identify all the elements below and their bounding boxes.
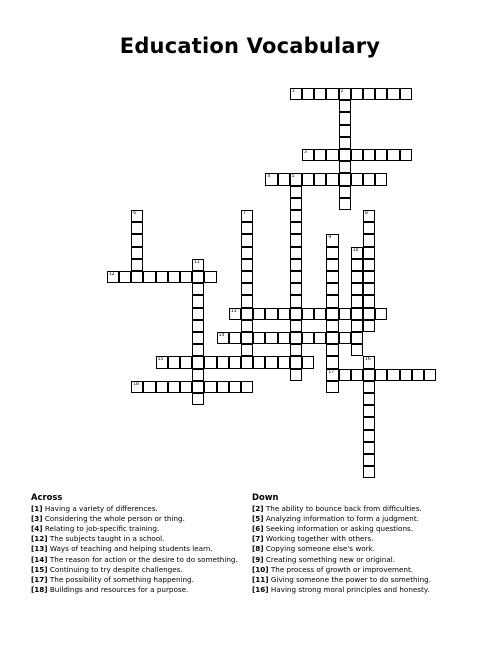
down-clues — [252, 492, 431, 595]
crossword-cell[interactable] — [339, 149, 351, 161]
crossword-cell[interactable] — [156, 381, 168, 393]
clue-number: [15] — [31, 564, 48, 574]
crossword-cell[interactable] — [107, 271, 119, 283]
crossword-cell[interactable] — [192, 271, 204, 283]
crossword-cell[interactable] — [326, 271, 338, 283]
crossword-cell[interactable] — [265, 332, 277, 344]
crossword-cell[interactable] — [290, 356, 302, 368]
crossword-cell[interactable] — [339, 137, 351, 149]
crossword-cell[interactable] — [168, 381, 180, 393]
crossword-cell[interactable] — [375, 369, 387, 381]
clue-number: [18] — [31, 584, 48, 594]
clue-number: [2] — [252, 504, 264, 514]
crossword-cell[interactable] — [375, 149, 387, 161]
clue-number: [3] — [31, 514, 43, 524]
crossword-cell[interactable] — [375, 173, 387, 185]
crossword-cell[interactable] — [363, 430, 375, 442]
crossword-cell[interactable] — [302, 149, 314, 161]
crossword-cell[interactable] — [363, 149, 375, 161]
across-clue-list — [31, 504, 238, 595]
crossword-cell[interactable] — [363, 308, 375, 320]
clue-number: [9] — [252, 554, 264, 564]
crossword-cell[interactable] — [204, 356, 216, 368]
clue-row — [31, 585, 238, 595]
clue-row — [252, 575, 431, 585]
crossword-cell[interactable] — [290, 247, 302, 259]
crossword-cell[interactable] — [326, 381, 338, 393]
crossword-cell[interactable] — [351, 295, 363, 307]
clue-text: Relating to job-specific training. — [44, 524, 160, 534]
crossword-cell[interactable] — [241, 381, 253, 393]
page-title: Education Vocabulary — [119, 34, 381, 58]
crossword-cell[interactable] — [131, 210, 143, 222]
crossword-cell[interactable] — [192, 344, 204, 356]
crossword-cell[interactable] — [180, 381, 192, 393]
crossword-cell[interactable] — [131, 271, 143, 283]
crossword-cell[interactable] — [290, 369, 302, 381]
crossword-cell[interactable] — [363, 210, 375, 222]
crossword-cell[interactable] — [229, 332, 241, 344]
crossword-cell[interactable] — [302, 173, 314, 185]
crossword-cell[interactable] — [241, 222, 253, 234]
clue-number: [16] — [252, 584, 269, 594]
crossword-cell[interactable] — [253, 332, 265, 344]
crossword-cell[interactable] — [290, 344, 302, 356]
clue-number: [5] — [252, 514, 264, 524]
crossword-cell[interactable] — [339, 369, 351, 381]
clue-row — [252, 514, 431, 524]
crossword-cell[interactable] — [229, 308, 241, 320]
crossword-cell[interactable] — [363, 259, 375, 271]
crossword-cell[interactable] — [290, 88, 302, 100]
clue-number-label: 11 — [194, 259, 200, 265]
clue-row — [31, 575, 238, 585]
crossword-cell[interactable] — [278, 332, 290, 344]
crossword-cell[interactable] — [363, 222, 375, 234]
crossword-cell[interactable] — [192, 393, 204, 405]
crossword-cell[interactable] — [351, 344, 363, 356]
crossword-cell[interactable] — [351, 247, 363, 259]
clue-number: [12] — [31, 534, 48, 544]
across-clues — [31, 492, 238, 595]
crossword-cell[interactable] — [314, 88, 326, 100]
crossword-cell[interactable] — [351, 332, 363, 344]
crossword-cell[interactable] — [363, 234, 375, 246]
crossword-cell[interactable] — [253, 308, 265, 320]
clue-text: Having a variety of differences. — [44, 504, 158, 514]
clue-row — [31, 565, 238, 575]
clue-number-label: 8 — [365, 211, 368, 216]
crossword-cell[interactable] — [290, 271, 302, 283]
crossword-cell[interactable] — [302, 308, 314, 320]
crossword-cell[interactable] — [192, 332, 204, 344]
crossword-cell[interactable] — [302, 332, 314, 344]
crossword-cell[interactable] — [290, 295, 302, 307]
clue-text: The subjects taught in a school. — [49, 534, 165, 544]
clue-number-label: 2 — [340, 89, 344, 94]
crossword-cell[interactable] — [265, 173, 277, 185]
crossword-cell[interactable] — [290, 186, 302, 198]
crossword-cell[interactable] — [192, 356, 204, 368]
crossword-cell[interactable] — [314, 332, 326, 344]
clue-number-label: 10 — [352, 247, 359, 253]
clue-text: The ability to bounce back from difficulties. — [265, 504, 422, 514]
clue-row — [31, 524, 238, 534]
clue-text: Analyzing information to form a judgment. — [265, 514, 419, 524]
crossword-cell[interactable] — [326, 173, 338, 185]
crossword-cell[interactable] — [241, 259, 253, 271]
crossword-cell[interactable] — [387, 149, 399, 161]
crossword-cell[interactable] — [241, 234, 253, 246]
clue-number-label: 18 — [133, 381, 139, 387]
across-heading: Across — [31, 492, 63, 502]
crossword-cell[interactable] — [143, 271, 155, 283]
crossword-cell[interactable] — [192, 320, 204, 332]
crossword-cell[interactable] — [400, 88, 412, 100]
crossword-cell[interactable] — [302, 356, 314, 368]
crossword-cell[interactable] — [156, 271, 168, 283]
crossword-cell[interactable] — [339, 198, 351, 210]
clue-number: [8] — [252, 544, 264, 554]
crossword-cell[interactable] — [363, 320, 375, 332]
crossword-cell[interactable] — [326, 234, 338, 246]
clue-number-label: 4 — [267, 174, 271, 180]
clue-number-label: 7 — [243, 211, 246, 216]
crossword-cell[interactable] — [204, 381, 216, 393]
crossword-cell[interactable] — [363, 405, 375, 417]
crossword-cell[interactable] — [363, 283, 375, 295]
clue-number-label: 16 — [365, 357, 371, 363]
clue-text: The reason for action or the desire to do something. — [49, 554, 238, 564]
crossword-cell[interactable] — [375, 88, 387, 100]
clue-row — [252, 504, 431, 514]
crossword-cell[interactable] — [326, 88, 338, 100]
crossword-cell[interactable] — [339, 161, 351, 173]
crossword-cell[interactable] — [326, 369, 338, 381]
clue-text: Giving someone the power to do something. — [270, 574, 431, 584]
crossword-cell[interactable] — [363, 442, 375, 454]
crossword-cell[interactable] — [339, 125, 351, 137]
clue-number-label: 5 — [291, 174, 295, 180]
crossword-cell[interactable] — [351, 283, 363, 295]
crossword-cell[interactable] — [192, 308, 204, 320]
clue-number: [6] — [252, 524, 264, 534]
clue-row — [31, 555, 238, 565]
crossword-cell[interactable] — [217, 381, 229, 393]
crossword-cell[interactable] — [143, 381, 155, 393]
crossword-cell[interactable] — [339, 308, 351, 320]
crossword-cell[interactable] — [351, 320, 363, 332]
clue-number-label: 12 — [108, 272, 115, 277]
crossword-cell[interactable] — [278, 356, 290, 368]
crossword-cell[interactable] — [314, 149, 326, 161]
clue-number-label: 15 — [157, 357, 164, 363]
crossword-cell[interactable] — [180, 356, 192, 368]
crossword-cell[interactable] — [387, 369, 399, 381]
crossword-cell[interactable] — [229, 381, 241, 393]
clue-number-label: 1 — [291, 89, 295, 94]
crossword-cell[interactable] — [326, 295, 338, 307]
crossword-cell[interactable] — [363, 369, 375, 381]
crossword-cell[interactable] — [351, 88, 363, 100]
crossword-cell[interactable] — [241, 344, 253, 356]
crossword-cell[interactable] — [351, 271, 363, 283]
crossword-cell[interactable] — [375, 308, 387, 320]
crossword-cell[interactable] — [400, 149, 412, 161]
crossword-cell[interactable] — [290, 259, 302, 271]
clue-row — [31, 534, 238, 544]
crossword-cell[interactable] — [253, 356, 265, 368]
crossword-cell[interactable] — [363, 466, 375, 478]
crossword-cell[interactable] — [339, 112, 351, 124]
crossword-cell[interactable] — [326, 149, 338, 161]
crossword-cell[interactable] — [339, 88, 351, 100]
crossword-cell[interactable] — [339, 332, 351, 344]
crossword-cell[interactable] — [314, 173, 326, 185]
crossword-cell[interactable] — [217, 356, 229, 368]
clue-number-label: 14 — [218, 333, 225, 338]
crossword-cell[interactable] — [229, 356, 241, 368]
crossword-cell[interactable] — [290, 198, 302, 210]
clue-text: Continuing to try despite challenges. — [49, 564, 183, 574]
crossword-cell[interactable] — [351, 259, 363, 271]
crossword-cell[interactable] — [290, 210, 302, 222]
crossword-cell[interactable] — [363, 295, 375, 307]
crossword-cell[interactable] — [363, 393, 375, 405]
crossword-cell[interactable] — [363, 356, 375, 368]
clue-row — [252, 524, 431, 534]
crossword-cell[interactable] — [351, 369, 363, 381]
clue-row — [31, 504, 238, 514]
crossword-cell[interactable] — [131, 259, 143, 271]
crossword-cell[interactable] — [326, 332, 338, 344]
crossword-cell[interactable] — [265, 308, 277, 320]
crossword-cell[interactable] — [351, 173, 363, 185]
crossword-cell[interactable] — [326, 320, 338, 332]
crossword-cell[interactable] — [314, 308, 326, 320]
crossword-cell[interactable] — [326, 283, 338, 295]
crossword-cell[interactable] — [192, 295, 204, 307]
crossword-cell[interactable] — [363, 173, 375, 185]
crossword-cell[interactable] — [400, 369, 412, 381]
crossword-cell[interactable] — [192, 369, 204, 381]
crossword-cell[interactable] — [241, 295, 253, 307]
clue-number: [13] — [31, 544, 48, 554]
crossword-cell[interactable] — [192, 283, 204, 295]
crossword-cell[interactable] — [326, 308, 338, 320]
crossword-cell[interactable] — [290, 332, 302, 344]
down-clue-list — [252, 504, 431, 595]
crossword-cell[interactable] — [290, 222, 302, 234]
crossword-cell[interactable] — [387, 88, 399, 100]
crossword-cell[interactable] — [192, 381, 204, 393]
crossword-cell[interactable] — [424, 369, 436, 381]
crossword-cell[interactable] — [278, 173, 290, 185]
crossword-cell[interactable] — [339, 186, 351, 198]
crossword-cell[interactable] — [131, 222, 143, 234]
crossword-cell[interactable] — [363, 417, 375, 429]
crossword-cell[interactable] — [363, 247, 375, 259]
clue-number: [1] — [31, 504, 43, 514]
crossword-cell[interactable] — [217, 332, 229, 344]
crossword-cell[interactable] — [131, 247, 143, 259]
crossword-cell[interactable] — [290, 234, 302, 246]
crossword-cell[interactable] — [180, 271, 192, 283]
clue-text: Working together with others. — [265, 534, 374, 544]
crossword-cell[interactable] — [290, 173, 302, 185]
crossword-cell[interactable] — [241, 247, 253, 259]
crossword-cell[interactable] — [326, 247, 338, 259]
clue-text: Having strong moral principles and honesty. — [270, 584, 430, 594]
crossword-cell[interactable] — [326, 259, 338, 271]
clue-text: The process of growth or improvement. — [270, 564, 414, 574]
crossword-cell[interactable] — [241, 332, 253, 344]
crossword-cell[interactable] — [241, 283, 253, 295]
clue-number: [4] — [31, 524, 43, 534]
crossword-cell[interactable] — [241, 210, 253, 222]
crossword-cell[interactable] — [351, 149, 363, 161]
clue-row — [31, 514, 238, 524]
clue-row — [252, 585, 431, 595]
crossword-cell[interactable] — [363, 88, 375, 100]
clue-number: [7] — [252, 534, 264, 544]
clue-text: Seeking information or asking questions. — [265, 524, 414, 534]
clue-number: [17] — [31, 574, 48, 584]
clue-row — [252, 565, 431, 575]
crossword-cell[interactable] — [265, 356, 277, 368]
crossword-cell[interactable] — [302, 88, 314, 100]
crossword-cell[interactable] — [412, 369, 424, 381]
clue-text: Buildings and resources for a purpose. — [49, 584, 189, 594]
crossword-cell[interactable] — [290, 308, 302, 320]
crossword-cell[interactable] — [339, 173, 351, 185]
clue-row — [31, 544, 238, 554]
crossword-cell[interactable] — [241, 271, 253, 283]
crossword-cell[interactable] — [168, 271, 180, 283]
clue-number-label: 17 — [328, 369, 335, 375]
clue-text: Ways of teaching and helping students learn. — [49, 544, 213, 554]
clue-number-label: 9 — [328, 235, 332, 241]
clue-number: [10] — [252, 564, 269, 574]
clue-text: The possibility of something happening. — [49, 574, 194, 584]
crossword-cell[interactable] — [290, 283, 302, 295]
crossword-cell[interactable] — [326, 344, 338, 356]
crossword-cell[interactable] — [131, 234, 143, 246]
clue-row — [252, 555, 431, 565]
clue-row — [252, 544, 431, 554]
crossword-cell[interactable] — [278, 308, 290, 320]
clue-text: Copying someone else's work. — [265, 544, 376, 554]
crossword-cell[interactable] — [119, 271, 131, 283]
crossword-cell[interactable] — [290, 320, 302, 332]
clue-number: [11] — [252, 574, 269, 584]
crossword-cell[interactable] — [351, 308, 363, 320]
clue-number: [14] — [31, 554, 48, 564]
crossword-cell[interactable] — [363, 454, 375, 466]
clue-number-label: 6 — [133, 211, 137, 216]
crossword-cell[interactable] — [326, 356, 338, 368]
crossword-cell[interactable] — [156, 356, 168, 368]
crossword-cell[interactable] — [363, 381, 375, 393]
crossword-cell[interactable] — [192, 259, 204, 271]
down-heading: Down — [252, 492, 279, 502]
crossword-cell[interactable] — [204, 271, 216, 283]
crossword-cell[interactable] — [241, 308, 253, 320]
crossword-cell[interactable] — [241, 320, 253, 332]
clue-text: Creating something new or original. — [265, 554, 396, 564]
crossword-cell[interactable] — [241, 356, 253, 368]
clue-row — [252, 534, 431, 544]
clue-number-label: 3 — [304, 150, 307, 155]
crossword-cell[interactable] — [363, 271, 375, 283]
crossword-cell[interactable] — [168, 356, 180, 368]
crossword-cell[interactable] — [339, 100, 351, 112]
clue-number-label: 13 — [230, 308, 237, 314]
clue-text: Considering the whole person or thing. — [44, 514, 185, 524]
crossword-cell[interactable] — [131, 381, 143, 393]
